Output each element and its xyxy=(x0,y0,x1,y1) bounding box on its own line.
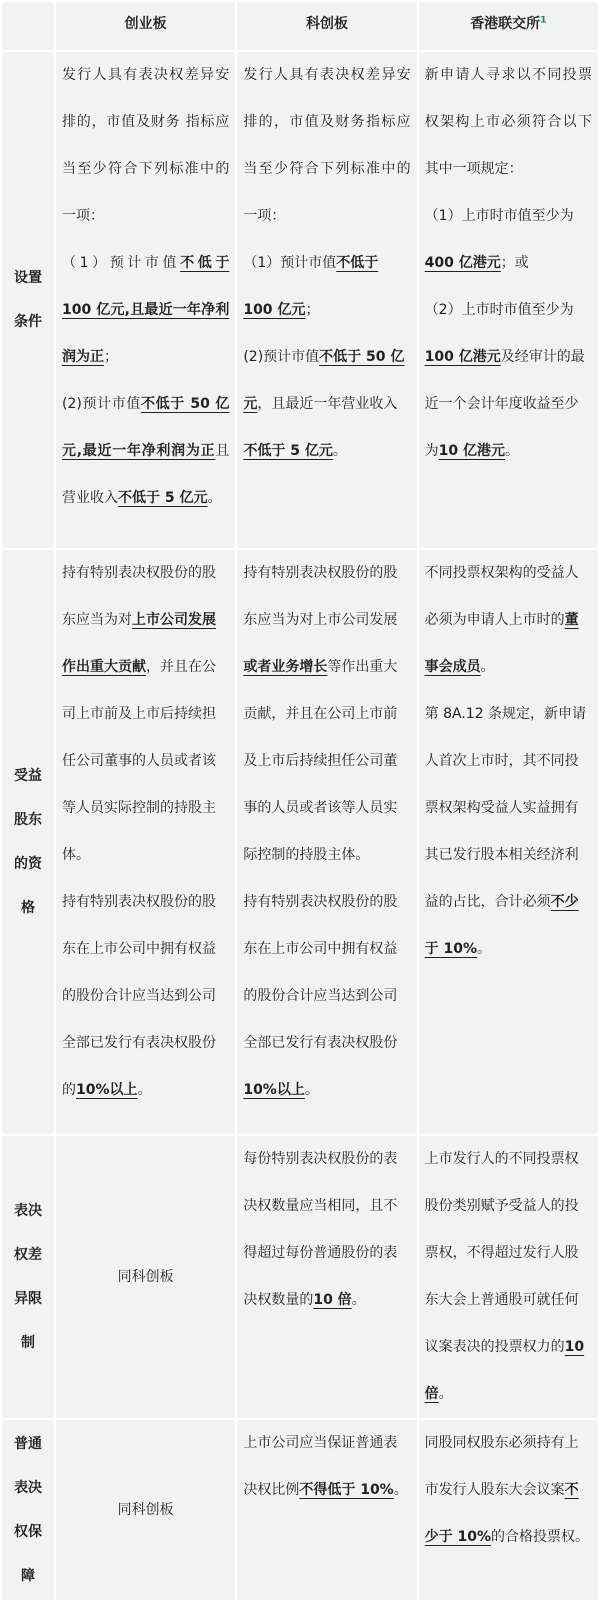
cell-chinext-qualification: 持有特别表决权股份的股东应当为对上市公司发展作出重大贡献，并且在公司上市前及上市后持续担任公司董事的人员或者该等人员实际控制的持股主体。 持有特别表决权股份的股东在上市公司中拥有权益的股份合计应当达到公司全部已发行有表决权股份的10%以上。 xyxy=(56,550,235,1134)
row-label-listing-conditions: 设置 条件 xyxy=(2,52,54,548)
row-label-holder-qualification: 受益 股东 的资 格 xyxy=(2,550,54,1134)
cell-hkex-conditions: 新申请人寻求以不同投票权架构上市必须符合以下其中一项规定： （1）上市时市值至少为400 亿港元；或 （2）上市时市值至少为100 亿港元及经审计的最近一个会计年度收益至少为10 亿港元。 xyxy=(419,52,598,548)
header-corner xyxy=(2,2,54,50)
header-hkex: 香港联交所$^1$ xyxy=(419,2,598,50)
cell-star-protection: 上市公司应当保证普通表决权比例不得低于 10%。 xyxy=(237,1420,416,1600)
cell-chinext-limit: 同科创板 xyxy=(56,1136,235,1418)
row-ordinary-voting-protection xyxy=(2,1420,598,1600)
cell-hkex-protection: 同股同权股东必须持有上市发行人股东大会议案不少于 10%的合格投票权。 xyxy=(419,1420,598,1600)
row-voting-difference-limit xyxy=(2,1136,598,1418)
row-holder-qualification xyxy=(2,550,598,1134)
row-listing-conditions xyxy=(2,52,598,548)
cell-chinext-conditions: 发行人具有表决权差异安排的，市值及财务 指标应当至少符合下列标准中的一项： （1）预计市值不低于 100 亿元,且最近一年净利润为正； (2)预计市值不低于 50 亿元,最近一年净利润为正且营业收入不低于 5 亿元。 xyxy=(56,52,235,548)
cell-chinext-protection: 同科创板 xyxy=(56,1420,235,1600)
header-chinext: 创业板 xyxy=(56,2,235,50)
cell-star-limit: 每份特别表决权股份的表决权数量应当相同，且不得超过每份普通股份的表决权数量的10 倍。 xyxy=(237,1136,416,1418)
footnote-marker: 1 xyxy=(540,15,547,26)
cell-star-conditions: 发行人具有表决权差异安排的，市值及财务指标应当至少符合下列标准中的一项： （1）预计市值不低于 100 亿元； (2)预计市值不低于 50 亿元，且最近一年营业收入不低于 5 亿元。 xyxy=(237,52,416,548)
cell-star-qualification: 持有特别表决权股份的股东应当为对上市公司发展或者业务增长等作出重大贡献，并且在公司上市前及上市后持续担任公司董事的人员或者该等人员实际控制的持股主体。 持有特别表决权股份的股东在上市公司中拥有权益的股份合计应当达到公司全部已发行有表决权股份10%以上。 xyxy=(237,550,416,1134)
row-label-ordinary-voting-protection: 普通 表决 权保 障 xyxy=(2,1420,54,1600)
cell-hkex-limit: 上市发行人的不同投票权股份类别赋予受益人的投票权，不得超过发行人股东大会上普通股可就任何议案表决的投票权力的10 倍。 xyxy=(419,1136,598,1418)
row-label-voting-difference-limit: 表决 权差 异限 制 xyxy=(2,1136,54,1418)
cell-hkex-qualification: 不同投票权架构的受益人必须为申请人上市时的董事会成员。 第 8A.12 条规定，新申请人首次上市时，其不同投票权架构受益人实益拥有其已发行股本相关经济利益的占比，合计必须不少于 10%。 xyxy=(419,550,598,1134)
header-star-market: 科创板 xyxy=(237,2,416,50)
header-row xyxy=(2,2,598,50)
